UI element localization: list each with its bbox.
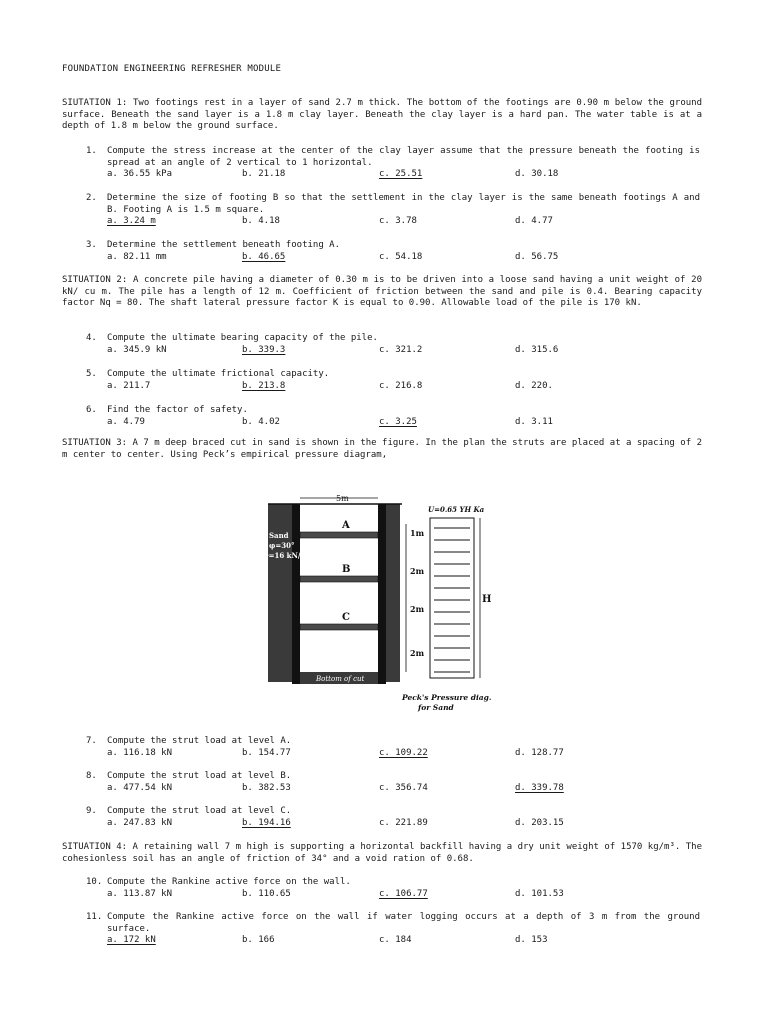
right-sheet-wall xyxy=(378,504,386,684)
choice-a-answer: a. 172 kN xyxy=(107,935,156,945)
choice-b-answer: b. 194.16 xyxy=(242,817,291,828)
choice-c-answer: c. 109.22 xyxy=(379,747,428,758)
choice-b: b. 154.77 xyxy=(242,747,291,758)
question-1 xyxy=(86,146,700,181)
braced-cut-figure xyxy=(262,494,492,718)
dim-2m-a: 2m xyxy=(410,566,425,576)
question-number: 9. xyxy=(86,806,97,816)
choice-d: d. 56.75 xyxy=(515,251,559,262)
question-number: 1. xyxy=(86,146,97,156)
strut-c xyxy=(300,612,378,630)
choice-a: a. 211.7 xyxy=(107,380,151,391)
soil-label-gamma: γ=16 kN/m³ xyxy=(264,551,311,560)
top-dimension-label: 5m xyxy=(336,494,349,503)
question-stem: Find the factor of safety. xyxy=(107,405,248,415)
question-number: 2. xyxy=(86,193,97,203)
question-stem: Compute the stress increase at the center of the clay layer assume that the pressure beneath the footing is spread at an angle of 2 vertical to 1 horizontal. xyxy=(107,146,700,168)
choice-c: c. 3.78 xyxy=(379,216,417,226)
choice-d: d. 4.77 xyxy=(515,216,553,226)
question-10 xyxy=(86,877,700,901)
choice-c-answer: c. 3.25 xyxy=(379,416,417,427)
situation-label: SITUATION 4: xyxy=(62,842,128,852)
choice-b: b. 110.65 xyxy=(242,888,291,899)
situation-text: A retaining wall 7 m high is supporting a horizontal backfill having a dry unit weight of 1570 kg/m³. The cohesionless soil has an angle of friction of 34° and a void ration of 0.68. xyxy=(62,842,702,864)
pressure-label: U=0.65 YH Ka xyxy=(428,505,485,514)
question-stem: Compute the Rankine active force on the wall if water logging occurs at a depth of 3 m from the ground surface. xyxy=(107,912,700,934)
soil-label-phi: φ=30° xyxy=(269,541,295,550)
question-number: 6. xyxy=(86,405,97,415)
question-4 xyxy=(86,333,700,357)
question-number: 11. xyxy=(86,912,103,922)
choice-b: b. 21.18 xyxy=(242,169,286,179)
choice-c: c. 184 xyxy=(379,935,412,945)
choice-c: c. 221.89 xyxy=(379,817,428,828)
strut-b xyxy=(300,564,378,582)
situation-1 xyxy=(62,98,702,133)
situation-label: SITUATION 3: xyxy=(62,438,128,448)
choice-b: b. 166 xyxy=(242,935,275,945)
choice-a: a. 247.83 kN xyxy=(107,817,173,828)
choice-a: a. 36.55 kPa xyxy=(107,169,173,179)
question-number: 8. xyxy=(86,771,97,781)
question-number: 3. xyxy=(86,240,97,250)
choice-a: a. 4.79 xyxy=(107,416,145,427)
choice-b: b. 4.18 xyxy=(242,216,280,226)
dim-2m-c: 2m xyxy=(410,648,425,658)
situation-text: Two footings rest in a layer of sand 2.7 m thick. The bottom of the footings are 0.90 m below the ground surface. Beneath the sand layer is a 1.8 m clay layer. Beneath the clay layer is a hard pan. The water table is at a depth of 1.8 m below the ground surface. xyxy=(62,98,702,131)
question-5 xyxy=(86,369,700,393)
situation-2 xyxy=(62,275,702,310)
choice-c-answer: c. 25.51 xyxy=(379,169,423,179)
choice-d: d. 315.6 xyxy=(515,344,559,355)
left-sheet-wall xyxy=(292,504,300,684)
question-8 xyxy=(86,771,700,795)
situation-3 xyxy=(62,438,702,461)
question-2 xyxy=(86,193,700,228)
question-number: 5. xyxy=(86,369,97,379)
bottom-of-cut-label: Bottom of cut xyxy=(316,675,365,683)
question-stem: Determine the size of footing B so that the settlement in the clay layer is the same beneath footings A and B. Footing A is 1.5 m square. xyxy=(107,193,700,215)
soil-label-sand: Sand xyxy=(269,531,289,540)
height-label: H xyxy=(482,594,492,605)
situation-label: SITUATION 2: xyxy=(62,275,128,285)
situation-4 xyxy=(62,842,702,865)
choice-c: c. 321.2 xyxy=(379,344,423,355)
choice-d: d. 203.15 xyxy=(515,817,564,828)
choice-d: d. 3.11 xyxy=(515,416,553,427)
choice-c: c. 54.18 xyxy=(379,251,423,262)
question-number: 10. xyxy=(86,877,103,887)
dim-2m-b: 2m xyxy=(410,604,425,614)
pressure-diagram-box xyxy=(430,518,474,678)
choice-a: a. 113.87 kN xyxy=(107,888,173,899)
choice-d-answer: d. 339.78 xyxy=(515,782,564,793)
question-number: 7. xyxy=(86,736,97,746)
question-number: 4. xyxy=(86,333,97,343)
choice-b-answer: b. 213.8 xyxy=(242,380,286,391)
question-3 xyxy=(86,240,700,264)
choice-c: c. 356.74 xyxy=(379,782,428,793)
question-stem: Compute the Rankine active force on the wall. xyxy=(107,877,351,887)
strut-a xyxy=(300,520,378,538)
question-stem: Determine the settlement beneath footing A. xyxy=(107,240,340,250)
choice-c: c. 216.8 xyxy=(379,380,423,391)
question-stem: Compute the strut load at level A. xyxy=(107,736,292,746)
situation-text: A 7 m deep braced cut in sand is shown in the figure. In the plan the struts are placed at a spacing of 2 m center to center. Using Peck’s empirical pressure diagram, xyxy=(62,438,702,460)
choice-a: a. 477.54 kN xyxy=(107,782,173,793)
question-stem: Compute the ultimate frictional capacity. xyxy=(107,369,330,379)
question-stem: Compute the strut load at level C. xyxy=(107,806,292,816)
strut-a-label: A xyxy=(342,520,350,531)
choice-d: d. 220. xyxy=(515,380,553,391)
document-title: FOUNDATION ENGINEERING REFRESHER MODULE xyxy=(62,64,282,74)
strut-c-label: C xyxy=(342,612,350,623)
choice-d: d. 30.18 xyxy=(515,169,559,179)
choice-a: a. 116.18 kN xyxy=(107,747,173,758)
question-6 xyxy=(86,405,700,429)
choice-b: b. 4.02 xyxy=(242,416,280,427)
dim-1m: 1m xyxy=(410,528,425,538)
braced-cut-diagram xyxy=(262,494,492,718)
choice-d: d. 128.77 xyxy=(515,747,564,758)
situation-label: SIUTATION 1: xyxy=(62,98,128,108)
choice-b-answer: b. 339.3 xyxy=(242,344,286,355)
question-9 xyxy=(86,806,700,830)
choice-a: a. 82.11 mm xyxy=(107,251,167,262)
question-7 xyxy=(86,736,700,760)
question-11 xyxy=(86,912,700,947)
choice-b-answer: b. 46.65 xyxy=(242,251,286,262)
figure-caption-1: Peck's Pressure diag. xyxy=(402,693,492,702)
figure-caption-2: for Sand xyxy=(418,703,454,712)
situation-text: A concrete pile having a diameter of 0.30 m is to be driven into a loose sand having a unit weight of 20 kN/ cu m. The pile has a length of 12 m. Coefficient of friction between the sand and pile is 0.4. Bearing capacity factor Nq = 80. The shaft lateral pressure factor K is equal to 0.90. Allowable load of the pile is 170 kN. xyxy=(62,275,702,308)
choice-c-answer: c. 106.77 xyxy=(379,888,428,899)
choice-d: d. 153 xyxy=(515,935,548,945)
choice-b: b. 382.53 xyxy=(242,782,291,793)
strut-b-label: B xyxy=(342,564,351,575)
choice-d: d. 101.53 xyxy=(515,888,564,899)
choice-a-answer: a. 3.24 m xyxy=(107,216,156,226)
choice-a: a. 345.9 kN xyxy=(107,344,167,355)
question-stem: Compute the ultimate bearing capacity of the pile. xyxy=(107,333,378,343)
question-stem: Compute the strut load at level B. xyxy=(107,771,292,781)
